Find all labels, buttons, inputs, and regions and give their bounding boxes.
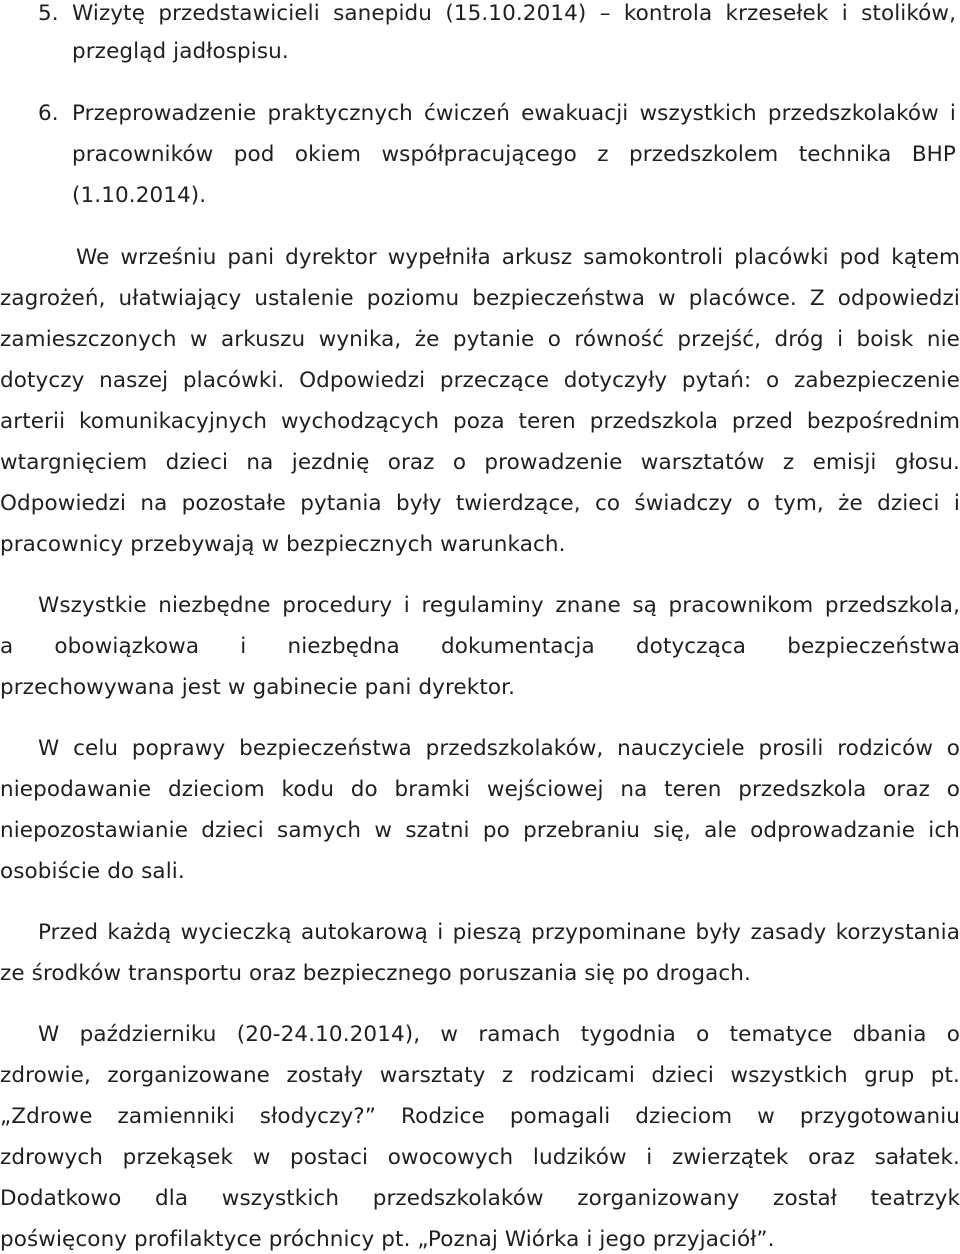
paragraph-line: arterii komunikacyjnych wychodzących poza teren przedszkola przed bezpośrednim — [0, 409, 960, 434]
paragraph-line: zdrowie, zorganizowane zostały warsztaty z rodzicami dzieci wszystkich grup pt. — [0, 1063, 960, 1088]
paragraph-line: zdrowych przekąsek w postaci owocowych ludzików i zwierzątek oraz sałatek. — [0, 1145, 960, 1170]
list-item-line: (1.10.2014). — [72, 183, 207, 208]
list-item-line: pracowników pod okiem współpracującego z przedszkolem technika BHP — [72, 142, 956, 167]
paragraph-line: Odpowiedzi na pozostałe pytania były twierdzące, co świadczy o tym, że dzieci i — [0, 491, 960, 516]
paragraph-line: Wszystkie niezbędne procedury i regulaminy znane są pracownikom przedszkola, — [38, 593, 960, 618]
paragraph-line: dotyczy naszej placówki. Odpowiedzi przeczące dotyczyły pytań: o zabezpieczenie — [0, 368, 960, 393]
paragraph-line: „Zdrowe zamienniki słodyczy?” Rodzice pomagali dzieciom w przygotowaniu — [0, 1104, 960, 1129]
paragraph-line: Dodatkowo dla wszystkich przedszkolaków zorganizowany został teatrzyk — [0, 1186, 960, 1211]
paragraph-line: przechowywana jest w gabinecie pani dyrektor. — [0, 675, 515, 700]
paragraph-line: poświęcony profilaktyce próchnicy pt. „Poznaj Wiórka i jego przyjaciół”. — [0, 1227, 775, 1252]
list-number: 5. — [38, 1, 59, 26]
paragraph-line: zagrożeń, ułatwiający ustalenie poziomu bezpieczeństwa w placówce. Z odpowiedzi — [0, 286, 960, 311]
list-number: 6. — [38, 101, 59, 126]
paragraph-line: a obowiązkowa i niezbędna dokumentacja dotycząca bezpieczeństwa — [0, 634, 960, 659]
paragraph-line: ze środków transportu oraz bezpiecznego poruszania się po drogach. — [0, 961, 751, 986]
list-item-line: przegląd jadłospisu. — [72, 39, 289, 64]
paragraph-line: Przed każdą wycieczką autokarową i pieszą przypominane były zasady korzystania — [38, 920, 960, 945]
list-item-line: Przeprowadzenie praktycznych ćwiczeń ewakuacji wszystkich przedszkolaków i — [72, 101, 956, 126]
paragraph-line: We wrześniu pani dyrektor wypełniła arkusz samokontroli placówki pod kątem — [76, 245, 960, 270]
paragraph-line: osobiście do sali. — [0, 859, 185, 884]
paragraph-line: pracownicy przebywają w bezpiecznych warunkach. — [0, 532, 566, 557]
list-item-line: Wizytę przedstawicieli sanepidu (15.10.2014) – kontrola krzesełek i stolików, — [72, 1, 956, 26]
paragraph-line: W październiku (20-24.10.2014), w ramach tygodnia o tematyce dbania o — [38, 1022, 960, 1047]
paragraph-line: W celu poprawy bezpieczeństwa przedszkolaków, nauczyciele prosili rodziców o — [38, 736, 960, 761]
paragraph-line: zamieszczonych w arkuszu wynika, że pytanie o równość przejść, dróg i boisk nie — [0, 327, 960, 352]
paragraph-line: niepozostawianie dzieci samych w szatni po przebraniu się, ale odprowadzanie ich — [0, 818, 960, 843]
paragraph-line: wtargnięciem dzieci na jezdnię oraz o prowadzenie warsztatów z emisji głosu. — [0, 450, 960, 475]
paragraph-line: niepodawanie dzieciom kodu do bramki wejściowej na teren przedszkola oraz o — [0, 777, 960, 802]
